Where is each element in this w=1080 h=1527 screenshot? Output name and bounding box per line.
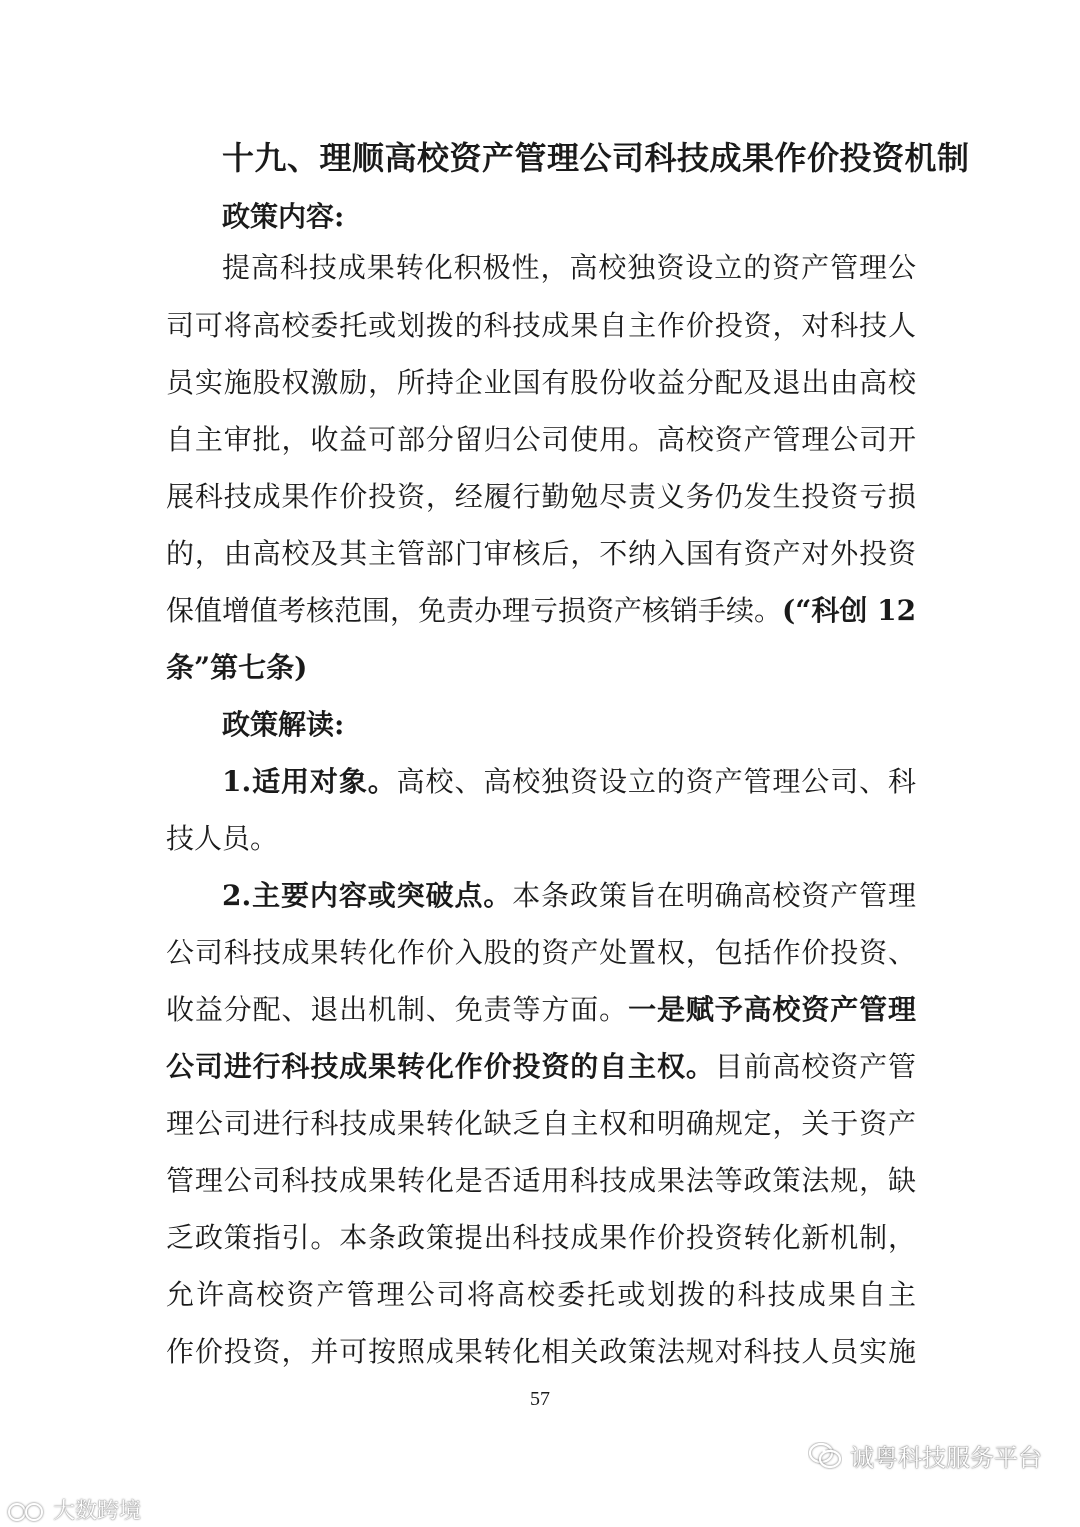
item2-line: 作价投资，并可按照成果转化相关政策法规对科技人员实施 <box>166 1335 916 1368</box>
eyes-logo-icon <box>6 1501 46 1523</box>
interpretation-heading: 政策解读: <box>222 708 345 741</box>
item2-label: 2.主要内容或突破点。 <box>222 879 513 912</box>
item2-line: 允许高校资产管理公司将高校委托或划拨的科技成果自主 <box>166 1278 916 1311</box>
item2-text: 目前高校资产管 <box>714 1050 916 1083</box>
item1-line <box>222 760 916 800</box>
page-number: 57 <box>530 1388 550 1410</box>
watermark-left-text: 大数跨境 <box>53 1499 142 1524</box>
policy-content-line <box>166 589 916 629</box>
item2-line: 管理公司科技成果转化是否适用科技成果法等政策法规，缺 <box>166 1164 916 1197</box>
item2-line <box>222 874 916 914</box>
item1-line: 技人员。 <box>166 822 279 855</box>
policy-content-line: 的，由高校及其主管部门审核后，不纳入国有资产对外投资 <box>166 537 916 570</box>
section-title: 十九、理顺高校资产管理公司科技成果作价投资机制 <box>222 139 970 177</box>
wechat-icon <box>808 1442 842 1470</box>
policy-content-line: 员实施股权激励，所持企业国有股份收益分配及退出由高校 <box>166 366 916 399</box>
item2-line <box>166 1045 916 1085</box>
watermark-right-text: 诚粤科技服务平台 <box>850 1444 1042 1472</box>
item2-text: 收益分配、退出机制、免责等方面。 <box>166 993 629 1026</box>
policy-content-heading: 政策内容: <box>222 200 345 233</box>
policy-content-line: 提高科技成果转化积极性，高校独资设立的资产管理公 <box>222 251 916 284</box>
item2-emphasis: 一是赋予高校资产管理 <box>628 993 916 1026</box>
item2-line: 理公司进行科技成果转化缺乏自主权和明确规定，关于资产 <box>166 1107 916 1140</box>
item1-text: 高校、高校独资设立的资产管理公司、科 <box>396 765 916 798</box>
policy-content-line: 展科技成果作价投资，经履行勤勉尽责义务仍发生投资亏损 <box>166 480 916 513</box>
watermark-left <box>6 1494 141 1525</box>
item1-label: 1.适用对象。 <box>222 765 397 798</box>
policy-content-line: 司可将高校委托或划拨的科技成果自主作价投资，对科技人 <box>166 309 916 342</box>
item2-line <box>166 988 916 1028</box>
item2-line: 公司科技成果转化作价入股的资产处置权，包括作价投资、 <box>166 936 916 969</box>
policy-source-reference: (“科创 12 <box>782 594 916 627</box>
item2-emphasis: 公司进行科技成果转化作价投资的自主权。 <box>166 1050 715 1083</box>
watermark-right <box>808 1438 1042 1473</box>
item2-line: 乏政策指引。本条政策提出科技成果作价投资转化新机制， <box>166 1221 916 1254</box>
policy-content-line: 自主审批，收益可部分留归公司使用。高校资产管理公司开 <box>166 423 916 456</box>
policy-content-line <box>166 646 916 686</box>
item2-text: 本条政策旨在明确高校资产管理 <box>512 879 916 912</box>
policy-content-text: 保值增值考核范围，免责办理亏损资产核销手续。 <box>166 594 783 627</box>
policy-source-reference: 条”第七条) <box>166 651 308 684</box>
